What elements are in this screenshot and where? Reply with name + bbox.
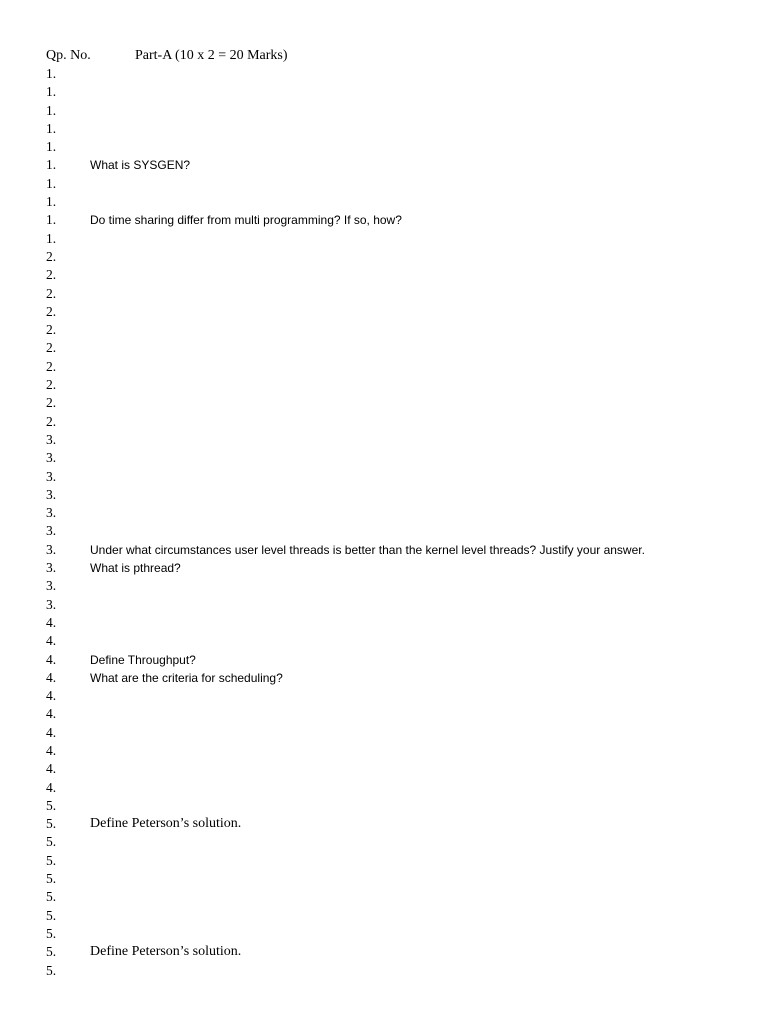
question-row	[46, 797, 746, 815]
question-text: Define Throughput?	[90, 652, 196, 667]
question-row	[46, 705, 746, 723]
question-row	[46, 559, 746, 577]
question-row	[46, 596, 746, 614]
question-row	[46, 65, 746, 83]
question-row	[46, 321, 746, 339]
question-row	[46, 358, 746, 376]
question-number: 5.	[46, 907, 57, 923]
question-number: 4.	[46, 688, 57, 704]
part-title: Part-A (10 x 2 = 20 Marks)	[135, 48, 288, 63]
question-number: 4.	[46, 633, 57, 649]
question-text: What are the criteria for scheduling?	[90, 670, 283, 685]
question-number: 3.	[46, 450, 57, 466]
question-row	[46, 175, 746, 193]
question-number: 2.	[46, 285, 57, 301]
question-number: 1.	[46, 230, 57, 246]
question-row	[46, 742, 746, 760]
question-number: 2.	[46, 340, 57, 356]
question-number: 3.	[46, 505, 57, 521]
question-row	[46, 266, 746, 284]
question-number: 1.	[46, 212, 57, 228]
question-row	[46, 468, 746, 486]
question-row	[46, 779, 746, 797]
question-row	[46, 614, 746, 632]
question-row	[46, 504, 746, 522]
question-number: 4.	[46, 742, 57, 758]
question-text: Define Peterson’s solution.	[90, 816, 242, 832]
question-row	[46, 577, 746, 595]
question-row	[46, 83, 746, 101]
question-number: 2.	[46, 413, 57, 429]
question-row	[46, 248, 746, 266]
question-number: 4.	[46, 779, 57, 795]
question-number: 4.	[46, 724, 57, 740]
question-number: 2.	[46, 267, 57, 283]
question-number: 4.	[46, 706, 57, 722]
question-row	[46, 303, 746, 321]
question-number: 5.	[46, 834, 57, 850]
question-number: 3.	[46, 523, 57, 539]
question-number: 1.	[46, 66, 57, 81]
question-row	[46, 522, 746, 540]
question-row	[46, 230, 746, 248]
question-number: 2.	[46, 322, 57, 338]
question-row	[46, 925, 746, 943]
question-number: 3.	[46, 560, 57, 576]
question-number: 4.	[46, 651, 57, 667]
question-row	[46, 376, 746, 394]
question-number: 3.	[46, 486, 57, 502]
question-number: 3.	[46, 541, 57, 557]
question-row	[46, 907, 746, 925]
question-text: What is pthread?	[90, 561, 181, 576]
question-row	[46, 651, 746, 669]
question-number: 2.	[46, 358, 57, 374]
question-number: 1.	[46, 157, 57, 173]
question-row	[46, 541, 746, 559]
question-row	[46, 870, 746, 888]
question-row	[46, 431, 746, 449]
question-row	[46, 339, 746, 357]
question-list	[46, 65, 746, 980]
question-number: 3.	[46, 578, 57, 594]
question-number: 2.	[46, 303, 57, 319]
question-number: 3.	[46, 468, 57, 484]
question-number: 1.	[46, 139, 57, 155]
question-row	[46, 102, 746, 120]
question-row	[46, 888, 746, 906]
question-row	[46, 833, 746, 851]
question-row	[46, 724, 746, 742]
question-number: 1.	[46, 194, 57, 210]
question-row	[46, 193, 746, 211]
question-number: 2.	[46, 248, 57, 264]
question-number: 5.	[46, 962, 57, 978]
question-row	[46, 687, 746, 705]
question-number: 4.	[46, 761, 57, 777]
question-number: 5.	[46, 944, 57, 960]
question-row	[46, 815, 746, 833]
question-number: 1.	[46, 120, 57, 136]
question-row	[46, 156, 746, 174]
question-row	[46, 486, 746, 504]
question-text: What is SYSGEN?	[90, 158, 191, 173]
question-text: Under what circumstances user level threads is better than the kernel level threads? Justify your answer.	[90, 542, 645, 557]
question-number: 5.	[46, 871, 57, 887]
question-row	[46, 138, 746, 156]
question-number: 5.	[46, 852, 57, 868]
question-number: 5.	[46, 889, 57, 905]
question-row	[46, 413, 746, 431]
question-number: 5.	[46, 816, 57, 832]
question-number: 1.	[46, 84, 57, 100]
question-number: 5.	[46, 925, 57, 941]
question-row	[46, 760, 746, 778]
question-row	[46, 285, 746, 303]
question-text: Define Peterson’s solution.	[90, 944, 242, 960]
question-number: 1.	[46, 102, 57, 118]
question-number: 1.	[46, 175, 57, 191]
question-number: 2.	[46, 377, 57, 393]
question-row	[46, 120, 746, 138]
question-row	[46, 962, 746, 980]
question-row	[46, 394, 746, 412]
question-number: 3.	[46, 596, 57, 612]
question-text: Do time sharing differ from multi programming? If so, how?	[90, 213, 402, 228]
question-number: 5.	[46, 797, 57, 813]
question-number: 4.	[46, 614, 57, 630]
qp-no-label: Qp. No.	[46, 48, 91, 63]
question-row	[46, 632, 746, 650]
question-number: 3.	[46, 431, 57, 447]
question-row	[46, 852, 746, 870]
question-row	[46, 669, 746, 687]
question-row	[46, 943, 746, 961]
question-row	[46, 211, 746, 229]
question-row	[46, 449, 746, 467]
question-number: 4.	[46, 669, 57, 685]
question-number: 2.	[46, 395, 57, 411]
